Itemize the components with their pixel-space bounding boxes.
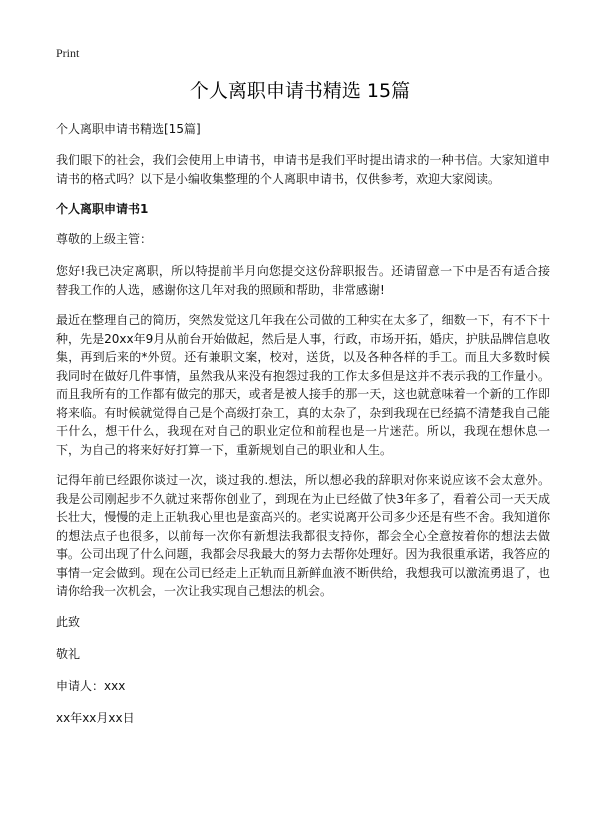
document-subtitle: 个人离职申请书精选[15篇] [56, 122, 201, 136]
date: xx年xx月xx日 [56, 710, 135, 725]
regards: 敬礼 [56, 646, 81, 661]
closing: 此致 [56, 614, 81, 629]
body-paragraph-3: 记得年前已经跟你谈过一次，谈过我的.想法，所以想必我的辞职对你来说应该不会太意外。我是公司刚起步不久就过来帮你创业了，到现在为止已经做了快3年多了，看着公司一天天成长壮大，慢慢的走上正轨我心里也是蛮高兴的。老实说离开公司多少还是有些不舍。我知道你的想法点子也很多，以前每一次你有新想法我都很支持你，都会全心全意按着你的想法去做事。公司出现了什么问题，我都会尽我最大的努力去帮你处理好。因为我很重承诺，我答应的事情一定会做到。现在公司已经走上正轨而且新鲜血液不断供给，我想我可以激流勇退了，也请你给我一次机会，一次让我实现自己想法的机会。 [56, 473, 550, 598]
section-heading: 个人离职申请书1 [56, 202, 149, 216]
applicant: 申请人：xxx [56, 678, 126, 693]
salutation: 尊敬的上级主管： [56, 232, 153, 246]
body-paragraph-1: 您好!我已决定离职，所以特提前半月向您提交这份辞职报告。还请留意一下中是否有适合接替我工作的人选，感谢你这几年对我的照顾和帮助，非常感谢! [56, 264, 550, 297]
body-paragraph-2: 最近在整理自己的简历，突然发觉这几年我在公司做的工种实在太多了，细数一下，有不下十种，先是20xx年9月从前台开始做起，然后是人事，行政，市场开拓，婚庆，护肤品牌信息收集，再到后来的*外贸。还有兼职文案，校对，送货，以及各种各样的手工。而且大多数时候我同时在做好几件事情，虽然我从来没有抱怨过我的工作太多但是这并不表示我的工作量小。而且我所有的工作都有做完的那天，或者是被人接手的那一天，这也就意味着一个新的工作即将来临。有时候就觉得自己是个高级打杂工，真的太杂了，杂到我现在已经搞不清楚我自己能干什么，想干什么，我现在对自己的职业定位和前程也是一片迷茫。所以，我现在想休息一下，为自己的将来好好打算一下，重新规划自己的职业和人生。 [56, 313, 550, 457]
document-body [56, 120, 550, 741]
page-title: 个人离职申请书精选 15篇 [189, 80, 411, 102]
print-link[interactable]: Print [56, 46, 80, 60]
intro-paragraph: 我们眼下的社会，我们会使用上申请书，申请书是我们平时提出请求的一种书信。大家知道申请书的格式吗？以下是小编收集整理的个人离职申请书，仅供参考，欢迎大家阅读。 [56, 153, 550, 186]
